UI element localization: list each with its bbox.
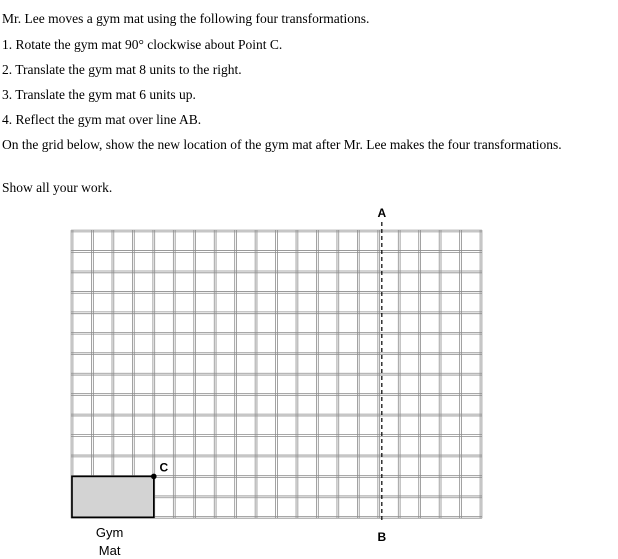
point-c — [151, 474, 157, 480]
grid-lines — [71, 230, 482, 518]
instruction-text: On the grid below, show the new location of the gym mat after Mr. Lee makes the four transformations. — [2, 137, 562, 152]
step-2: 2. Translate the gym mat 8 units to the right. — [2, 62, 242, 77]
step-4: 4. Reflect the gym mat over line AB. — [2, 112, 202, 127]
gym-mat-label-line1: Gym — [95, 525, 124, 540]
intro-text: Mr. Lee moves a gym mat using the following four transformations. — [2, 11, 370, 26]
gym-mat-rectangle — [72, 476, 154, 517]
step-3: 3. Translate the gym mat 6 units up. — [2, 87, 196, 102]
label-c: C — [159, 460, 169, 475]
step-1: 1. Rotate the gym mat 90° clockwise about Point C. — [2, 37, 283, 52]
label-a: A — [377, 206, 387, 220]
label-b: B — [377, 530, 387, 544]
gym-mat-label-line2: Mat — [98, 543, 121, 558]
work-prompt: Show all your work. — [2, 180, 113, 195]
